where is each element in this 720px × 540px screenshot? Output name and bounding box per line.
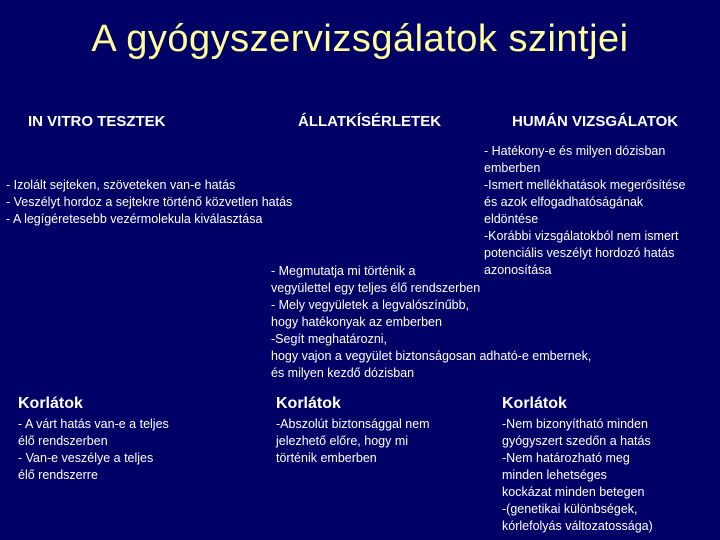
limits-title-in-vitro: Korlátok bbox=[18, 395, 83, 412]
limits-title-animal: Korlátok bbox=[276, 395, 341, 412]
animal-trials-description: - Megmutatja mi történik a vegyülettel egy teljes élő rendszerben - Mely vegyületek a legvalószínűbb, hogy hatékonyak az emberben -Segít meghatározni, hogy vajon a vegyület biztonságosan adható-e embernek, és milyen kezdő dózisban bbox=[271, 264, 592, 380]
limits-title-human: Korlátok bbox=[502, 395, 567, 412]
header-animal-trials: ÁLLATKÍSÉRLETEK bbox=[298, 113, 442, 130]
limits-text-animal: -Abszolút biztonsággal nem jelezhető előre, hogy mi történik emberben bbox=[276, 417, 430, 465]
header-human-trials: HUMÁN VIZSGÁLATOK bbox=[512, 113, 679, 130]
human-trials-description: - Hatékony-e és milyen dózisban emberben -Ismert mellékhatások megerősítése és azok elfogadhatóságának eldöntése -Korábbi vizsgálatokból nem ismert potenciális veszélyt hordozó hatás azonosítása bbox=[484, 144, 686, 277]
in-vitro-description: - Izolált sejteken, szöveteken van-e hatás - Veszélyt hordoz a sejtekre történő közvetlen hatás - A legígéretesebb vezérmolekula kiválasztása bbox=[6, 178, 293, 226]
slide-title: A gyógyszervizsgálatok szintjei bbox=[91, 18, 629, 60]
limits-text-in-vitro: - A várt hatás van-e a teljes élő rendszerben - Van-e veszélye a teljes élő rendszerre bbox=[18, 417, 169, 482]
limits-text-human: -Nem bizonyítható minden gyógyszert szedőn a hatás -Nem határozható meg minden lehetséges kockázat minden betegen -(genetikai különbségek, kórlefolyás változatossága) bbox=[502, 417, 653, 533]
header-in-vitro: IN VITRO TESZTEK bbox=[28, 113, 166, 130]
